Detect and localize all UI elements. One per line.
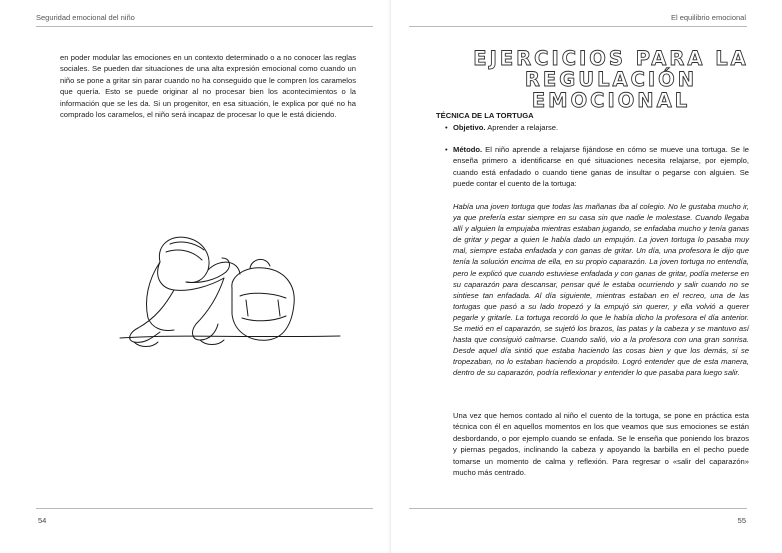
header-rule-left xyxy=(36,26,373,27)
right-page xyxy=(391,0,782,553)
objective-label: Objetivo. xyxy=(453,123,486,132)
objective-text: Aprender a relajarse. xyxy=(485,123,559,132)
running-head-right: El equilibrio emocional xyxy=(670,13,746,22)
footer-rule-right xyxy=(409,508,747,509)
chapter-title xyxy=(451,48,771,111)
turtle-story-paragraph: Había una joven tortuga que todas las mañanas iba al colegio. No le gustaba mucho ir, ya que prefería estar siempre en su casa sin que nadie le molestase. Cuando llegaba allí y alguien la empujaba mientras estaban jugando, se enfadaba mucho y tenía ganas de gritar y pegar a quien le había dado un empujón. La joven tortuga lo pasaba muy mal, siempre estaba enfadada y con ganas de gritar. Un día, una profesora le dijo que tenía la solución encima de ella, en su propio caparazón. La joven tortuga no entendía, pero le explicó que cuando estuviese enfadada y con ganas de gritar, podía meterse en su caparazón para descansar, pensar qué le estaba ocurriendo y salir cuando no se sintiese tan enfadada. Al día siguiente, mientras estaban en el recreo, una de las tortugas que pasó a su lado tropezó y la empujó sin querer, y ella volvió a querer pegarle y gritarle. La tortuga recordó lo que le había dicho la profesora el día anterior. Se metió en el caparazón, se sujetó los brazos, las patas y la cabeza y se mantuvo así hasta que consiguió calmarse. Cuando salió, vio a la profesora con una gran sonrisa. Desde aquel día sintió que estaba haciendo las cosas bien y que los demás, si se tropezaban, no lo estaban haciendo a propósito. Logró entender que de esta manera, dentro de su caparazón, podría reflexionar y entender lo que pasaba para luego salir. xyxy=(453,202,749,378)
header-rule-right xyxy=(409,26,747,27)
method-text: El niño aprende a relajarse fijándose en cómo se mueve una tortuga. Se le enseña primero a identificarse en qué situaciones necesita relajarse, por ejemplo, cuando está enfadado o cuando tiene ganas de insultar o pegarse con alguien. Se puede contar el cuento de la tortuga: xyxy=(453,145,749,189)
method-label: Método. xyxy=(453,145,483,154)
child-with-backpack-illustration xyxy=(100,200,350,400)
closing-paragraph: Una vez que hemos contado al niño el cuento de la tortuga, se pone en práctica esta técnica con él en aquellos momentos en los que veamos que sus emociones se están desbordando, o por ejemplo cuando se enfada. Se le enseña que poniendo los brazos y piernas pegados, inclinando la cabeza y apoyando la barbilla en el pecho puede tomarse un momento de calma y reflexión. Para regresar o «salir del caparazón» mucho más centrado. xyxy=(453,411,749,478)
chapter-title-line-2: REGULACIÓN EMOCIONAL xyxy=(524,68,698,112)
left-body-paragraph: en poder modular las emociones en un contexto determinado o a no conocer las reglas sociales. Se pueden dar situaciones de una alta expresión emocional como cuando un niño se pone a gritar sin parar cuando no ha conseguido que le compren los caramelos que quería. Esto se puede originar al no procesar bien los acontecimientos o la información que se les da. Si un progenitor, en esa situación, le explica por qué no ha comprado los caramelos, el niño será incapaz de procesar lo que le está diciendo. xyxy=(60,53,356,120)
bullet-dot-icon: • xyxy=(445,145,448,154)
running-head-left: Seguridad emocional del niño xyxy=(36,13,135,22)
bullet-dot-icon: • xyxy=(445,123,448,132)
page-number-left: 54 xyxy=(38,516,47,525)
technique-heading: TÉCNICA DE LA TORTUGA xyxy=(436,111,534,120)
chapter-title-line-1: EJERCICIOS PARA LA xyxy=(473,47,749,70)
method-bullet xyxy=(445,144,749,190)
page-number-right: 55 xyxy=(737,516,746,525)
footer-rule-left xyxy=(36,508,373,509)
objective-bullet xyxy=(445,122,749,133)
